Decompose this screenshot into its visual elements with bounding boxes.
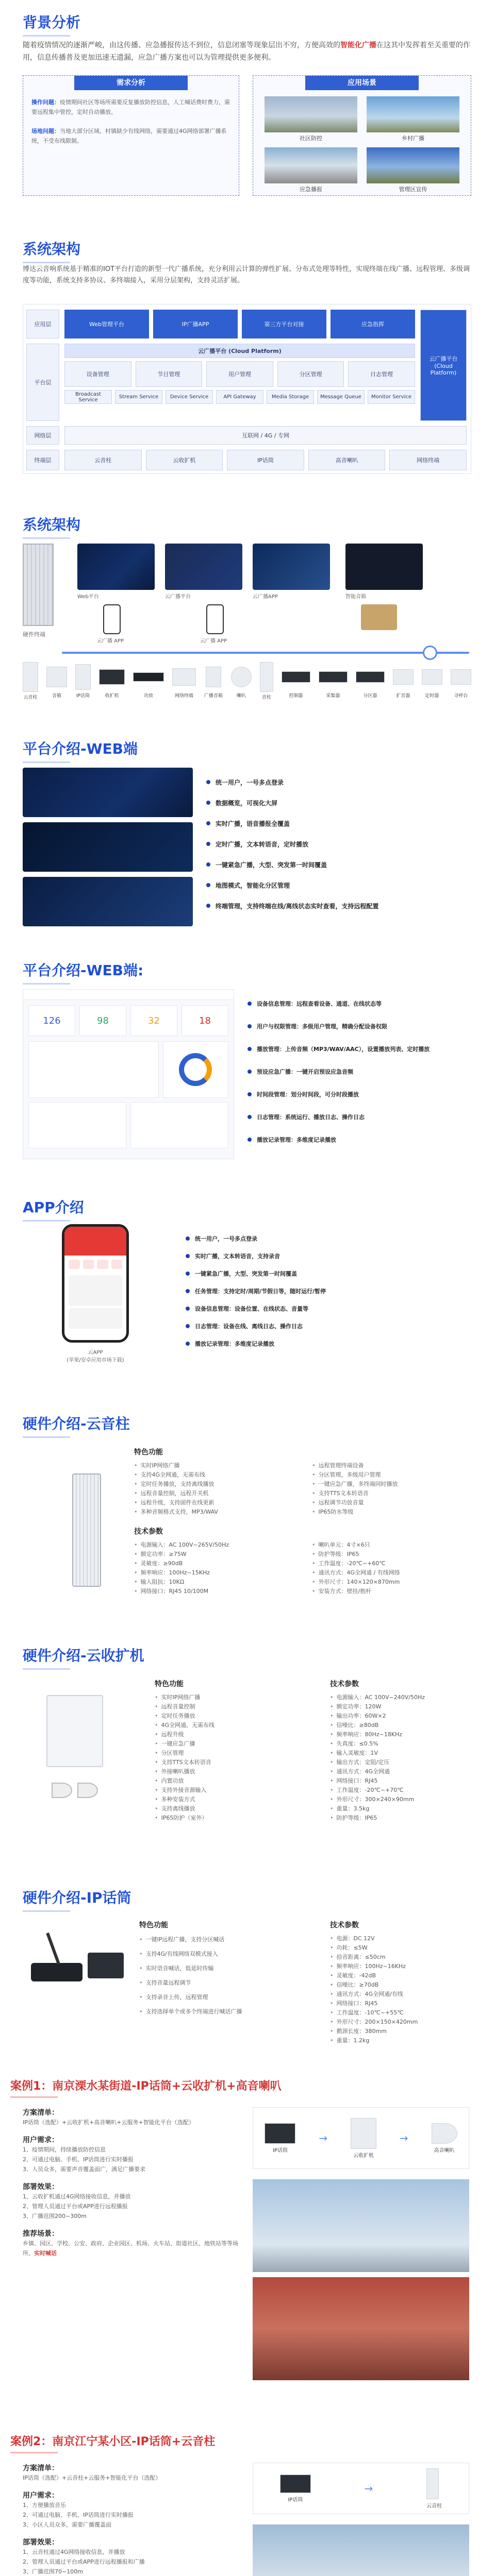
terminal-block: 高音喇叭 [308,450,386,470]
app-block: Web管理平台 [64,310,149,338]
web-platform-2-section [0,948,495,1175]
screen-image [253,544,330,590]
terminal-item: 喇叭 [231,662,252,700]
diagram-node: 高音喇叭 [432,2123,457,2154]
feature-item: • 分区管理 [155,1749,273,1758]
case-1-text [23,2107,239,2258]
spec-item: • 工作温度：-20℃~+60℃ [312,1559,469,1568]
feature-item: • 一键应急广播 [155,1739,273,1749]
plan-heading: 方案清单： [23,2464,59,2472]
need-2: 场地问题：当地大部分区域、村镇缺少有线网络，需要通过4G网络部署广播系统，不受布线限制。 [31,128,227,144]
feature-item: • 支持选择单个或多个终端进行喊话广播 [139,2007,294,2016]
case-1-section [0,2066,495,2396]
feature-heading: 特色功能 [139,1921,168,1929]
terminal-item: 收扩机 [99,662,125,700]
need-item: 3、人员众多，需要声音覆盖面广，满足广播要求 [23,2166,145,2173]
feature-item: • 定时任务播放，支持离线播放 [134,1480,291,1489]
spec-item: • 输出方式：定阻/定压 [330,1758,469,1767]
layer-app: 应用层 [26,310,59,338]
spec-item: • 工作温度：-20℃~+70℃ [330,1786,469,1795]
spec-item: • 通讯方式：4G全网通/有线 [330,1990,469,1999]
hw2-features [155,1679,273,1823]
hw1-specs [134,1447,469,1596]
horn-image [52,1783,72,1798]
layer-terminal: 终端层 [26,450,59,470]
scene-heading: 推荐场景： [23,2230,59,2238]
spec-heading: 技术参数 [330,1680,359,1688]
effect-item: 1、云收扩机通过4G网络接收信息，并播放 [23,2193,131,2200]
screen-caption: 云广播平台 [165,594,191,600]
section-title: 平台介绍-WEB端: [23,959,143,985]
diagram-node: IP话筒 [280,2475,311,2503]
effect-item: 3、广播范围200~300m [23,2213,87,2219]
app-block: 应急指挥 [331,310,415,338]
terminal-block: 网络终端 [389,450,467,470]
effect-heading: 部署效果： [23,2183,59,2191]
service-block: Device Service [166,390,213,404]
web-screenshot [23,822,193,872]
platform-title: 云广播平台 (Cloud Platform) [64,344,415,358]
spec-item: • 通讯方式：4G全网通 [330,1767,469,1776]
feature-item: 任务管理：支持定时/周期/节假日等，随时运行/暂停 [186,1285,464,1297]
service-block: Monitor Service [368,390,415,404]
feature-item: • IP65防护（室外） [155,1814,273,1823]
screen-image [77,544,155,590]
phone-image [206,604,224,634]
platform-block: 设备管理 [64,361,131,387]
case-2-section [0,2421,495,2576]
spec-item: • 功耗：≤5W [330,1943,469,1953]
service-block: Message Queue [317,390,365,404]
service-block: Broadcast Service [64,390,112,404]
terminal-item: 功放 [133,662,164,700]
service-block: Media Storage [267,390,314,404]
web-screenshot [23,768,193,817]
need-item: 2、可通过电脑、手机、IP话筒进行实时播报 [23,2512,134,2518]
feature-item: 地图模式，智能化分区管理 [206,879,464,891]
need-title: 需求分析 [74,76,188,90]
web-screenshot [23,877,193,926]
terminal-item: 采集器 [319,662,348,700]
scene-card: 管理区宣传 [367,147,459,193]
feature-item: • 内置功放 [155,1776,273,1786]
spec-item: • 信噪比：≥80dB [330,1721,469,1730]
spec-item: • 灵敏度：-42dB [330,1971,469,1980]
spec-item: • 频率响应：100Hz~16KHz [330,1962,469,1971]
effect-heading: 部署效果： [23,2538,59,2547]
terminal-block: 云收扩机 [146,450,223,470]
need-analysis-box [23,75,239,196]
need-item: 2、可通过电脑、手机、IP话筒进行实时播报 [23,2156,134,2163]
screen-image [165,544,242,590]
feature-item: 用户与权限管理：多级用户管理，精确分配设备权限 [248,1020,474,1032]
stat-card: 126 [28,1005,75,1036]
feature-item: 设备信息管理：设备位置、在线状态、音量等 [186,1302,464,1315]
feature-item: • 实时IP网络广播 [134,1461,291,1470]
scene-card: 乡村广播 [367,96,459,142]
feature-item: 预设应急广播：一键开启预设应急音频 [248,1065,474,1078]
spec-heading: 技术参数 [134,1528,163,1536]
need-item: 1、方便播放音乐 [23,2502,66,2509]
terminal-item: 音箱 [46,662,67,700]
section-title: 硬件介绍-IP话筒 [23,1887,131,1912]
spec-item: • 网络接口：RJ45 10/100M [134,1587,291,1596]
stat-card: 18 [182,1005,228,1036]
case-title: 案例1：南京溧水某街道-IP话筒+云收扩机+高音喇叭 [10,2077,282,2098]
spec-item: • 频率响应：100Hz~15KHz [134,1568,291,1578]
terminal-item: 音柱 [260,662,273,700]
feature-item: • 多种安装方式 [155,1795,273,1804]
app-section [0,1185,495,1386]
plan-heading: 方案清单： [23,2109,59,2117]
spec-item: • 失真度：≤0.5% [330,1739,469,1749]
spec-item: • 额定功率：120W [330,1702,469,1711]
feature-item: • 支持离线播放 [155,1804,273,1814]
arrow-icon: → [399,2132,408,2144]
terminal-item: 定时器 [422,662,442,700]
need-item: 1、疫情期间，持续播放防控信息 [23,2146,106,2153]
arrow-icon: → [364,2482,373,2495]
feature-item: • 外接喇叭播放 [155,1767,273,1776]
feature-item: • 支持录音上传，远程管理 [139,1993,294,2002]
hw-mic-section [0,1875,495,2045]
feature-item: 统一用户，一号多点登录 [186,1232,464,1245]
spec-item: • 电源输入：AC 100V~265V/50Hz [134,1540,291,1550]
phone-image [103,604,121,634]
web-feature-list [206,776,464,912]
section-title: 背景分析 [23,11,80,37]
side-block: 云广播平台 (Cloud Platform) [420,310,467,421]
feature-item: • 4G全网通，无需布线 [155,1721,273,1730]
service-block: API Gateway [216,390,263,404]
column-speaker-image [23,544,54,626]
terminal-item: 分区器 [356,662,385,700]
layer-platform: 平台层 [26,344,59,421]
feature-item: • 远程升级 [155,1730,273,1739]
service-block: Stream Service [115,390,162,404]
plan-text: IP话筒（选配）+云收扩机+高音喇叭+云服务+智能化平台（选配） [23,2119,194,2126]
feature-item: • 远程音量控制 [155,1702,273,1711]
network-block: 互联网 / 4G / 专网 [64,426,467,445]
platform-block: 用户管理 [206,361,273,387]
section-title: 硬件介绍-云音柱 [23,1413,130,1438]
need-1: 操作问题：疫情期间社区等场所需要反复播放防控信息，人工喊话费时费力，需要远程集中管控，定时自动播放。 [31,99,230,115]
spec-item: • 工作温度：-10℃~+55℃ [330,2008,469,2018]
spec-item: • 信噪比：≥70dB [330,1980,469,1990]
amplifier-image [46,1695,103,1767]
feature-item: 终端管理，支持终端在线/离线状态实时查看，支持远程配置 [206,900,464,912]
diagram-node: 云音柱 [426,2468,442,2509]
device-image [361,604,397,630]
feature-item: • 支持音量远程调节 [139,1978,294,1988]
phone-caption: 云广播 APP [97,638,124,644]
stat-card: 32 [130,1005,177,1036]
spec-item: • 安装方式：壁挂/抱杆 [312,1587,469,1596]
feature-item: • 支持TTS文本转语音 [155,1758,273,1767]
feature-item: 实时广播，文本转语音，支持录音 [186,1250,464,1262]
feature-item: • 支持4G/有线网络双模式接入 [139,1950,294,1959]
scene-card: 应急播报 [265,147,357,193]
screen-caption: 云广播APP [253,594,278,600]
spec-item: • 电源输入：AC 100V~240V/50Hz [330,1693,469,1702]
section-title: APP介绍 [23,1196,84,1222]
effect-item: 3、广播范围70~100m [23,2568,83,2575]
case-1-diagram [253,2107,469,2169]
spec-item: • 额定功率：≥75W [134,1550,291,1559]
terminal-item: 寻呼台 [451,662,471,700]
stat-card: 98 [79,1005,126,1036]
case-1-photo [253,2179,469,2272]
spec-item: • 防护等级：IP65 [312,1550,469,1559]
column-speaker-image [72,1473,101,1587]
feature-item: 实时广播，语音播报全覆盖 [206,817,464,829]
mic-base-image [31,1963,82,1981]
arrow-icon: → [319,2132,328,2144]
case-title: 案例2：南京江宁某小区-IP话筒+云音柱 [10,2433,215,2453]
terminal-item: IP话筒 [75,662,91,700]
terminal-item: 扩音器 [393,662,414,700]
feature-item: • IP65防水等级 [312,1507,469,1517]
architecture-2-section [0,502,495,719]
spec-item: • 输入灵敏度：1V [330,1749,469,1758]
background-text: 随着疫情情况的逐渐严峻，由这传播、应急播报传达不到位，信息闭塞等现象层出不穷，方便高效的智能化广播在这其中发挥着至关重要的作用，信息传播普及更加迅速无遗漏，应急广播方案也可以为管理提供更多便利。 [23,41,470,62]
spec-item: • 重量：3.5kg [330,1804,469,1814]
spec-item: • 频率响应：80Hz~18KHz [330,1730,469,1739]
feature-heading: 特色功能 [134,1448,163,1456]
platform-block: 日志管理 [348,361,415,387]
layer-network: 网络层 [26,426,59,445]
hw-amplifier-section [0,1633,495,1850]
hw3-features [139,1920,294,2016]
scene-title: 应用场景 [305,76,419,90]
terminal-item: 网络终端 [172,662,196,700]
feature-item: 数据概览，可视化大屏 [206,796,464,809]
feature-item: 日志管理：系统运行、播放日志、操作日志 [248,1111,474,1123]
spec-heading: 技术参数 [330,1921,359,1929]
hw3-specs [330,1920,469,2045]
terminal-item: 控制器 [282,662,310,700]
feature-item: 一键紧急广播，大型、突发第一时间覆盖 [206,858,464,871]
dashboard-screenshot [23,989,234,1159]
scene-box [253,75,471,196]
spec-item: • 输出功率：60W×2 [330,1711,469,1721]
section-title: 系统架构 [23,238,80,263]
need-item: 3、小区人员众多，需要广播覆盖面 [23,2521,111,2528]
spec-item: • 拾音距离：≤50cm [330,1953,469,1962]
feature-item: • 远程升级，支持固件在线更新 [134,1498,291,1507]
spec-item: • 鹅颈长度：380mm [330,2027,469,2036]
app-caption: 云APP (苹果/安卓应用市场下载) [67,1350,124,1363]
app-feature-list [186,1232,464,1350]
architecture-diagram [23,304,471,474]
section-title: 硬件介绍-云收扩机 [23,1645,144,1670]
spec-item: • 电源：DC 12V [330,1934,469,1943]
effect-item: 2、管理人员通过平台或APP进行远程播报和广播 [23,2558,145,2565]
scene-text: 乡镇、园区、学校、公安、政府、企业园区、机场、火车站、街道社区、地铁站等等场所，实时喊话 [23,2240,238,2257]
feature-item: • 实时语音喊话，低延时传输 [139,1964,294,1973]
feature-item: • 远程音量控制，远程开关机 [134,1489,291,1498]
horn-image [77,1783,98,1798]
feature-item: • 支持TTS文本转语音 [312,1489,469,1498]
feature-item: 统一用户，一号多点登录 [206,776,464,788]
scene-card: 社区防控 [265,96,357,142]
plan-text: IP话筒（选配）+云音柱+云服务+智能化平台（选配） [23,2475,161,2481]
terminal-item: 云音柱 [23,662,38,700]
background-section [0,0,495,216]
diagram-node: IP话筒 [265,2123,295,2154]
feature-item: 日志管理：设备在线、离线日志、操作日志 [186,1320,464,1332]
spec-item: • 外形尺寸：140×120×870mm [312,1578,469,1587]
architecture-text: 博达云音响系统基于精准的IOT平台打造的新型一代广播系统，充分利用云计算的弹性扩展、分布式处理等特性，实现终端在线广播、远程管理、多级调度等功能，系统支持多协议、多终端接入，采用分层架构，支持灵活扩展。 [23,265,470,284]
screen-caption: 智能音箱 [345,594,366,600]
feature-item: 定时广播，文本转语音，定时播放 [206,838,464,850]
spec-item: • 灵敏度：≥90dB [134,1559,291,1568]
app-block: IP广播APP [153,310,238,338]
terminal-item: 广播音箱 [204,662,223,700]
need-heading: 用户需求： [23,2136,59,2144]
feature-item: • 多种音频格式支持，MP3/WAV [134,1507,291,1517]
mic-neck-image [46,1933,60,1964]
feature-item: • 远程管理终端设备 [312,1461,469,1470]
gateway-image [88,1953,124,1978]
spec-item: • 喇叭单元：4寸×6只 [312,1540,469,1550]
feature-item: • 实时IP网络广播 [155,1693,273,1702]
hw-column-section [0,1401,495,1607]
spec-item: • 外形尺寸：200×150×420mm [330,2018,469,2027]
spec-item: • 网络接口：RJ45 [330,1999,469,2008]
terminal-block: 云音柱 [64,450,142,470]
platform-block: 分区管理 [277,361,344,387]
spec-item: • 重量：1.2kg [330,2036,469,2045]
feature-item: • 远程调节功放音量 [312,1498,469,1507]
web-platform-section [0,726,495,933]
feature-item: 播放管理：上传音频（MP3/WAV/AAC），设置播放列表、定时播放 [248,1043,474,1055]
feature-item: • 一键IP远程广播，支持分区喊话 [139,1935,294,1944]
spec-item: • 防护等级：IP65 [330,1814,469,1823]
feature-item: • 定时任务播放 [155,1711,273,1721]
terminal-block: IP话筒 [227,450,304,470]
architecture-section [0,227,495,495]
feature-item: • 一键应急广播，多终端同时播放 [312,1480,469,1489]
feature-item: 一键紧急广播，大型、突发第一时间覆盖 [186,1267,464,1280]
feature-item: 时间段管理：划分时间段，可分时段播放 [248,1088,474,1100]
spec-item: • 通讯方式：4G全网通 / 有线网络 [312,1568,469,1578]
feature-item: • 支持4G全网通，无需布线 [134,1470,291,1480]
hub-icon [423,646,437,660]
need-heading: 用户需求： [23,2492,59,2500]
section-title: 平台介绍-WEB端 [23,738,138,763]
feature-item: • 分区管理，多级用户管理 [312,1470,469,1480]
app-phone-image [62,1224,129,1343]
phone-caption: 云广播 APP [200,638,227,644]
connection-line [62,652,469,654]
effect-item: 1、云音柱通过4G网络接收信息，并播放 [23,2549,125,2555]
diagram-node: 云收扩机 [351,2118,376,2159]
feature-item: 播放记录管理：多维度记录播放 [186,1337,464,1350]
feature-heading: 特色功能 [155,1680,184,1688]
screen-caption: Web平台 [77,594,99,600]
feature-item: 设备信息管理：远程查看设备、通道、在线状态等 [248,997,474,1010]
hw2-specs [330,1679,469,1823]
hw-caption: 硬件终端 [23,631,45,638]
web2-feature-list [248,997,474,1146]
spec-item: • 外形尺寸：300×240×90mm [330,1795,469,1804]
spec-item: • 网络接口：RJ45 [330,1776,469,1786]
app-block: 第三方平台对接 [242,310,326,338]
platform-block: 节目管理 [136,361,203,387]
feature-item: 播放记录管理：多维度记录播放 [248,1133,474,1146]
terminal-row [23,662,471,700]
case-2-photo [253,2524,469,2576]
feature-item: • 支持外接音源输入 [155,1786,273,1795]
section-title: 系统架构 [23,514,80,539]
case-1-photo [253,2277,469,2380]
case-2-text [23,2463,239,2576]
smart-speaker-image [345,544,423,590]
spec-item: • 输入阻抗：10KΩ [134,1578,291,1587]
case-2-diagram [253,2463,469,2514]
effect-item: 2、管理人员通过平台或APP进行远程播报 [23,2203,128,2210]
